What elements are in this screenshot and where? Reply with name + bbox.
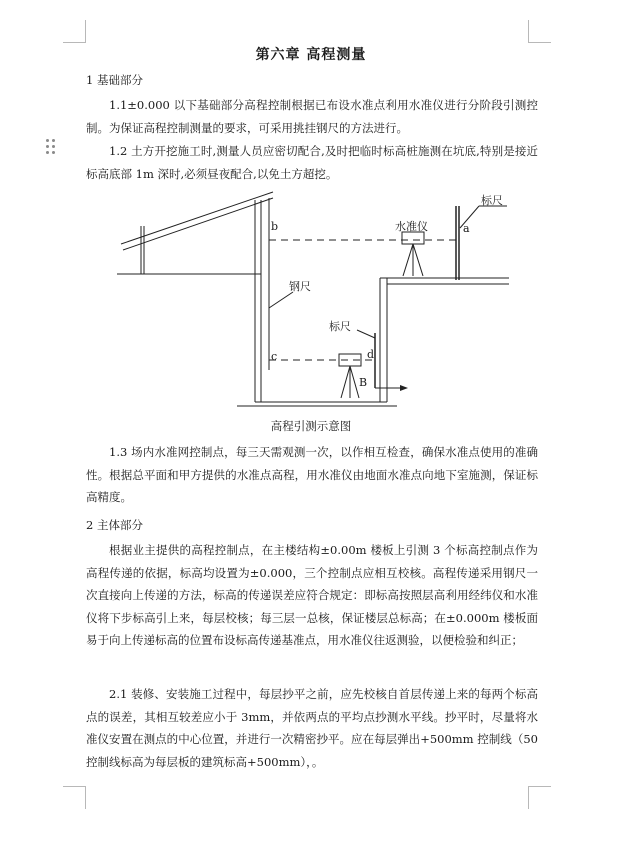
chapter-title: 第六章 高程测量 — [255, 47, 367, 63]
support-beam-edge — [123, 198, 273, 250]
elevation-survey-diagram — [117, 188, 527, 408]
label-staff-bottom: 标尺 — [329, 320, 351, 333]
corner-mark-top-left — [63, 20, 86, 43]
label-staff-top: 标尺 — [481, 194, 503, 207]
base-arrow-head — [400, 385, 408, 391]
figure-caption: 高程引测示意图 — [270, 419, 352, 433]
corner-mark-bottom-right — [528, 786, 551, 809]
label-level-top: 水准仪 — [395, 220, 428, 233]
label-c: c — [271, 350, 278, 363]
paragraph: 1.2 土方开挖施工时,测量人员应密切配合,及时把临时标高桩施测在坑底,特别是接近标高底部 1m 深时,必须昼夜配合,以免土方超挖。 — [86, 144, 538, 181]
paragraph: 1.1±0.000 以下基础部分高程控制根据已布设水准点利用水准仪进行分阶段引测控制。为保证高程控制测量的要求，可采用挑挂钢尺的方法进行。 — [86, 98, 538, 135]
corner-mark-top-right — [528, 20, 551, 43]
label-d: d — [367, 348, 375, 361]
level-instrument-top — [402, 232, 424, 244]
section-heading: 1 基础部分 — [86, 73, 143, 87]
label-B: B — [359, 376, 368, 389]
paragraph: 1.3 场内水准网控制点，每三天需观测一次，以作相互检查，确保水准点使用的准确性。根据总平面和甲方提供的水准点高程，用水准仪由地面水准点向地下室施测，保证标高精度。 — [86, 445, 538, 504]
label-a: a — [463, 222, 470, 235]
section-heading: 2 主体部分 — [86, 518, 143, 532]
paragraph: 2.1 装修、安装施工过程中，每层抄平之前，应先校核自首层传递上来的每两个标高点的误差，其相互较差应小于 3mm，并依两点的平均点抄测水平线。抄平时，尽量将水准仪安置在测点的中心位置，并进行一次精密抄平。应在每层弹出+500mm 控制线（50 控制线标高为每层板的建筑标高+500mm），。 — [86, 687, 538, 769]
label-b: b — [271, 220, 279, 233]
label-steel-tape: 钢尺 — [289, 280, 311, 293]
corner-mark-bottom-left — [63, 786, 86, 809]
paragraph: 根据业主提供的高程控制点，在主楼结构±0.00m 楼板上引测 3 个标高控制点作为高程传递的依据，标高均设置为±0.000，三个控制点应相互校核。高程传递采用钢尺一次直接向上传递的方法，标高的传递误差应符合规定：即标高按照层高利用经纬仪和水准仪将下步标高引上来，每层校核；每三层一总核，保证楼层总标高；在±0.000m 楼板面易于向上传递标高的位置布设标高传递基准点，用水准仪往返测验，以便检验和纠正； — [86, 543, 538, 647]
drag-handle-icon[interactable] — [46, 139, 56, 155]
